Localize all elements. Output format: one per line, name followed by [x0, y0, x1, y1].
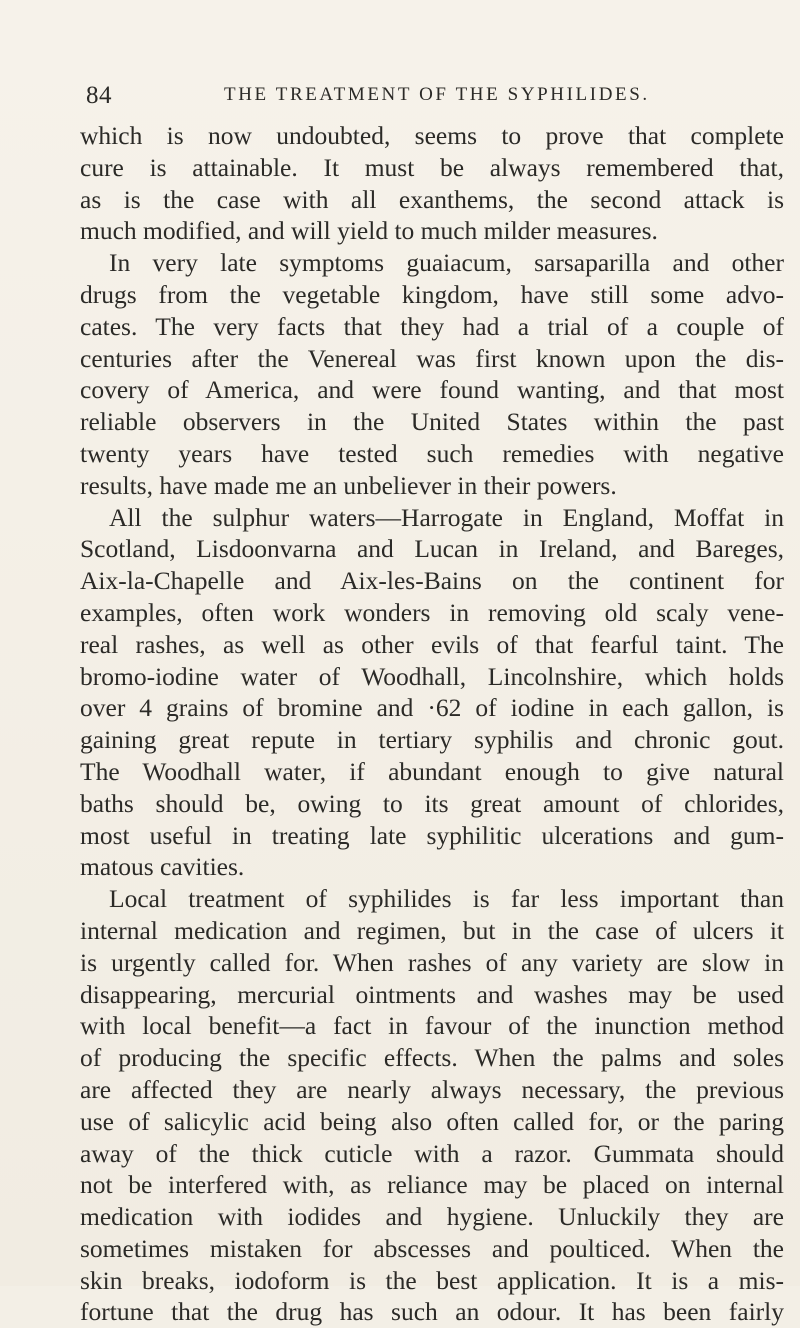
text-line: fortune that the drug has such an odour. It has been fairly [80, 1297, 784, 1327]
text-line: of producing the specific effects. When the palms and soles [80, 1043, 784, 1073]
text-line: over 4 grains of bromine and ·62 of iodine in each gallon, is [80, 693, 784, 723]
text-line: are affected they are nearly always necessary, the previous [80, 1074, 784, 1104]
text-line: skin breaks, iodoform is the best application. It is a mis- [80, 1265, 784, 1295]
text-line: Local treatment of syphilides is far less important than [109, 884, 784, 914]
text-line: examples, often work wonders in removing old scaly vene- [80, 597, 784, 627]
text-line: which is now undoubted, seems to prove that complete [80, 121, 784, 150]
text-line: with local benefit—a fact in favour of the inunction method [80, 1011, 784, 1041]
text-line: is urgently called for. When rashes of any variety are slow in [80, 947, 784, 977]
text-line: twenty years have tested such remedies with negative [80, 438, 784, 468]
text-line: as is the case with all exanthems, the second attack is [80, 184, 784, 214]
text-line: The Woodhall water, if abundant enough to give natural [80, 756, 784, 786]
text-line: results, have made me an unbeliever in their powers. [80, 470, 617, 500]
page-number: 84 [86, 82, 112, 109]
text-line: cure is attainable. It must be always remembered that, [80, 152, 784, 182]
text-line: matous cavities. [80, 852, 245, 882]
text-line: In very late symptoms guaiacum, sarsaparilla and other [109, 248, 784, 278]
text-line: sometimes mistaken for abscesses and poulticed. When the [80, 1233, 784, 1263]
text-line: baths should be, owing to its great amount of chlorides, [80, 788, 784, 818]
text-line: most useful in treating late syphilitic ulcerations and gum- [80, 820, 784, 850]
text-line: bromo-iodine water of Woodhall, Lincolnshire, which holds [80, 661, 784, 691]
text-line: away of the thick cuticle with a razor. Gummata should [80, 1138, 784, 1168]
text-line: not be interfered with, as reliance may be placed on internal [80, 1170, 784, 1200]
text-line: real rashes, as well as other evils of that fearful taint. The [80, 629, 784, 659]
text-line: use of salicylic acid being also often called for, or the paring [80, 1106, 784, 1136]
text-line: internal medication and regimen, but in the case of ulcers it [80, 915, 784, 945]
text-line: centuries after the Venereal was first known upon the dis- [80, 343, 784, 373]
text-line: disappearing, mercurial ointments and washes may be used [80, 979, 784, 1009]
running-head [0, 82, 800, 110]
text-line: covery of America, and were found wanting, and that most [80, 375, 784, 405]
text-line: Aix-la-Chapelle and Aix-les-Bains on the continent for [80, 566, 784, 596]
text-line: reliable observers in the United States within the past [80, 407, 784, 437]
text-line: cates. The very facts that they had a trial of a couple of [80, 311, 784, 341]
text-line: medication with iodides and hygiene. Unluckily they are [80, 1202, 784, 1232]
text-line: much modified, and will yield to much milder measures. [80, 216, 658, 246]
running-title: THE TREATMENT OF THE SYPHILIDES. [224, 84, 650, 105]
text-line: drugs from the vegetable kingdom, have still some advo- [80, 279, 784, 309]
body-text [80, 120, 784, 1328]
text-line: All the sulphur waters—Harrogate in England, Moffat in [109, 502, 784, 532]
text-line: gaining great repute in tertiary syphilis and chronic gout. [80, 725, 784, 755]
text-line: Scotland, Lisdoonvarna and Lucan in Ireland, and Bareges, [80, 534, 784, 564]
